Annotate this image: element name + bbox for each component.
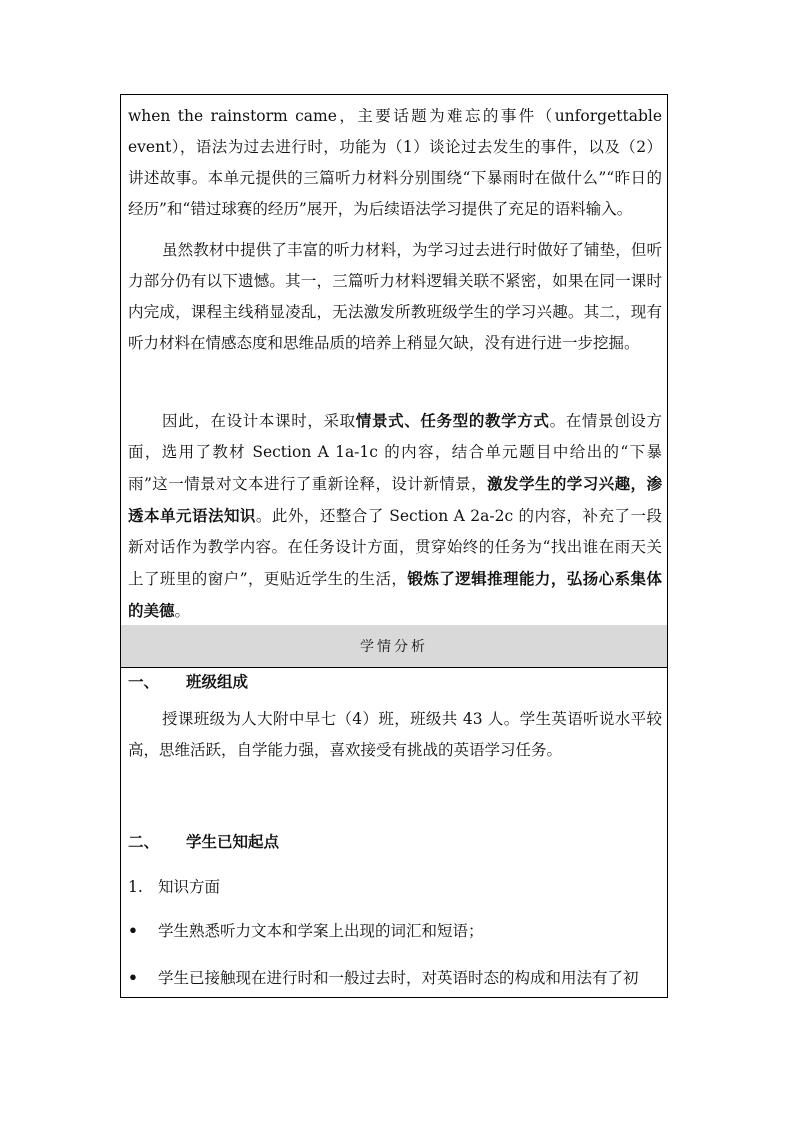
bullet-item [128,917,662,945]
bullet-icon: • [128,921,138,940]
subheading-knowledge [128,873,220,901]
bullet-text-2: 学生已接触现在进行时和一般过去时，对英语时态的构成和用法有了初 [158,969,639,987]
p3-bold-reasoning: 锻炼了逻辑推理能力，弘扬心系集体的美德 [128,569,662,620]
p3-text-e: 。此外，还整合了 Section A 2a-2c 的内容，补充了一段新对话作为教学内容。在任务设计方面，贯穿始终的任务为“找出谁在雨天关上了班里的窗户”，更贴近学生的生活， [128,507,662,588]
subheading-number: 1. [128,878,143,896]
subheading-text: 知识方面 [158,878,221,896]
intro-paragraph-3 [128,405,662,627]
p3-bold-teaching-method: 情景式、任务型的教学方式 [355,411,550,430]
textbook-analysis-cell [121,95,667,626]
heading-2-number: 二、 [128,832,160,851]
heading-1-number: 一、 [128,672,160,691]
p3-text-c: 。在情景创设方面，选用了教材 Section A 1a-1c 的内容，结合单元题目中给出的“下暴雨”这一情景对文本进行了重新诠释，设计新情景， [128,412,662,493]
intro-paragraph-2: 虽然教材中提供了丰富的听力材料，为学习过去进行时做好了铺垫，但听力部分仍有以下遗憾。其一，三篇听力材料逻辑关联不紧密，如果在同一课时内完成，课程主线稍显凌乱，无法激发所教班级学生的学习兴趣。其二，现有听力材料在情感态度和思维品质的培养上稍显欠缺，没有进行进一步挖掘。 [128,241,662,352]
learner-analysis-cell [121,668,667,997]
p3-text-g: 。 [174,602,191,620]
heading-starting-point [128,828,279,856]
heading-1-text: 班级组成 [186,672,249,691]
bullet-item [128,964,662,992]
p3-bold-interest: 激发学生的学习兴趣，渗透本单元语法知识 [128,474,662,525]
bullet-icon: • [128,968,138,987]
section-header-learner-analysis: 学情分析 [121,625,667,668]
intro-paragraph-1: when the rainstorm came，主要话题为难忘的事件（unforgettable event），语法为过去进行时，功能为（1）谈论过去发生的事件，以及（2）讲述故事。本单元提供的三篇听力材料分别围绕“下暴雨时在做什么”“昨日的经历”和“错过球赛的经历”展开，为后续语法学习提供了充足的语料输入。 [128,107,662,218]
heading-2-text: 学生已知起点 [186,832,280,851]
p3-text-a: 因此，在设计本课时，采取 [162,412,356,430]
heading-class-composition [128,668,248,696]
lesson-plan-table [120,94,668,998]
bullet-text-1: 学生熟悉听力文本和学案上出现的词汇和短语； [158,922,484,940]
class-composition-paragraph: 授课班级为人大附中早七（4）班，班级共 43 人。学生英语听说水平较高，思维活跃，自学能力强，喜欢接受有挑战的英语学习任务。 [128,710,662,759]
